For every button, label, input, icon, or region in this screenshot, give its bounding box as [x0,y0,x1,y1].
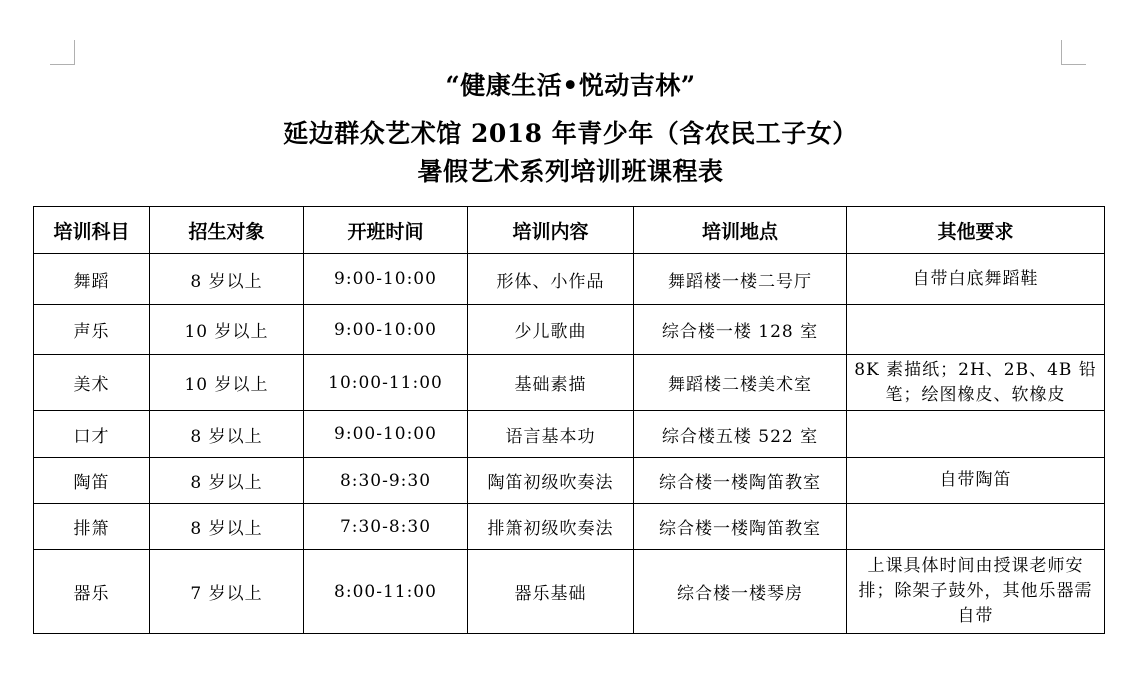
page-corner-mark-top-left [50,40,75,65]
header-time: 开班时间 [304,207,468,254]
course-schedule-table [33,206,1105,634]
cell-time: 9:00-10:00 [304,254,468,305]
cell-location: 综合楼一楼琴房 [634,550,847,634]
header-location: 培训地点 [634,207,847,254]
table-row [34,550,1105,634]
cell-target: 10 岁以上 [150,355,304,411]
cell-subject: 美术 [34,355,150,411]
cell-target: 10 岁以上 [150,305,304,355]
cell-target: 8 岁以上 [150,254,304,305]
table-row [34,458,1105,504]
cell-requirements [847,411,1105,458]
cell-subject: 器乐 [34,550,150,634]
cell-location: 综合楼一楼陶笛教室 [634,458,847,504]
table-header-row [34,207,1105,254]
page-corner-mark-top-right [1061,40,1086,65]
header-subject: 培训科目 [34,207,150,254]
table-row [34,305,1105,355]
cell-content: 器乐基础 [468,550,634,634]
cell-time: 8:30-9:30 [304,458,468,504]
cell-location: 综合楼五楼 522 室 [634,411,847,458]
cell-target: 8 岁以上 [150,411,304,458]
cell-location: 综合楼一楼陶笛教室 [634,504,847,550]
cell-content: 陶笛初级吹奏法 [468,458,634,504]
document-title-line1: “健康生活•悦动吉林” [445,71,696,100]
cell-subject: 舞蹈 [34,254,150,305]
cell-time: 8:00-11:00 [304,550,468,634]
cell-target: 7 岁以上 [150,550,304,634]
cell-content: 形体、小作品 [468,254,634,305]
cell-time: 9:00-10:00 [304,411,468,458]
cell-requirements: 8K 素描纸；2H、2B、4B 铅笔；绘图橡皮、软橡皮 [847,355,1105,411]
cell-time: 7:30-8:30 [304,504,468,550]
cell-content: 排箫初级吹奏法 [468,504,634,550]
header-target: 招生对象 [150,207,304,254]
cell-target: 8 岁以上 [150,504,304,550]
cell-requirements: 上课具体时间由授课老师安排；除架子鼓外，其他乐器需自带 [847,550,1105,634]
cell-subject: 排箫 [34,504,150,550]
table-row [34,504,1105,550]
cell-requirements [847,305,1105,355]
cell-location: 综合楼一楼 128 室 [634,305,847,355]
document-title-line2: 延边群众艺术馆 2018 年青少年（含农民工子女） [283,119,858,148]
cell-location: 舞蹈楼一楼二号厅 [634,254,847,305]
cell-content: 语言基本功 [468,411,634,458]
cell-content: 少儿歌曲 [468,305,634,355]
document-title-line3: 暑假艺术系列培训班课程表 [417,157,724,186]
cell-subject: 口才 [34,411,150,458]
cell-requirements: 自带陶笛 [847,458,1105,504]
cell-content: 基础素描 [468,355,634,411]
cell-requirements [847,504,1105,550]
table-row [34,254,1105,305]
cell-requirements: 自带白底舞蹈鞋 [847,254,1105,305]
cell-location: 舞蹈楼二楼美术室 [634,355,847,411]
table-row [34,411,1105,458]
cell-time: 10:00-11:00 [304,355,468,411]
table-row [34,355,1105,411]
header-content: 培训内容 [468,207,634,254]
cell-subject: 陶笛 [34,458,150,504]
header-requirements: 其他要求 [847,207,1105,254]
cell-subject: 声乐 [34,305,150,355]
cell-time: 9:00-10:00 [304,305,468,355]
cell-target: 8 岁以上 [150,458,304,504]
